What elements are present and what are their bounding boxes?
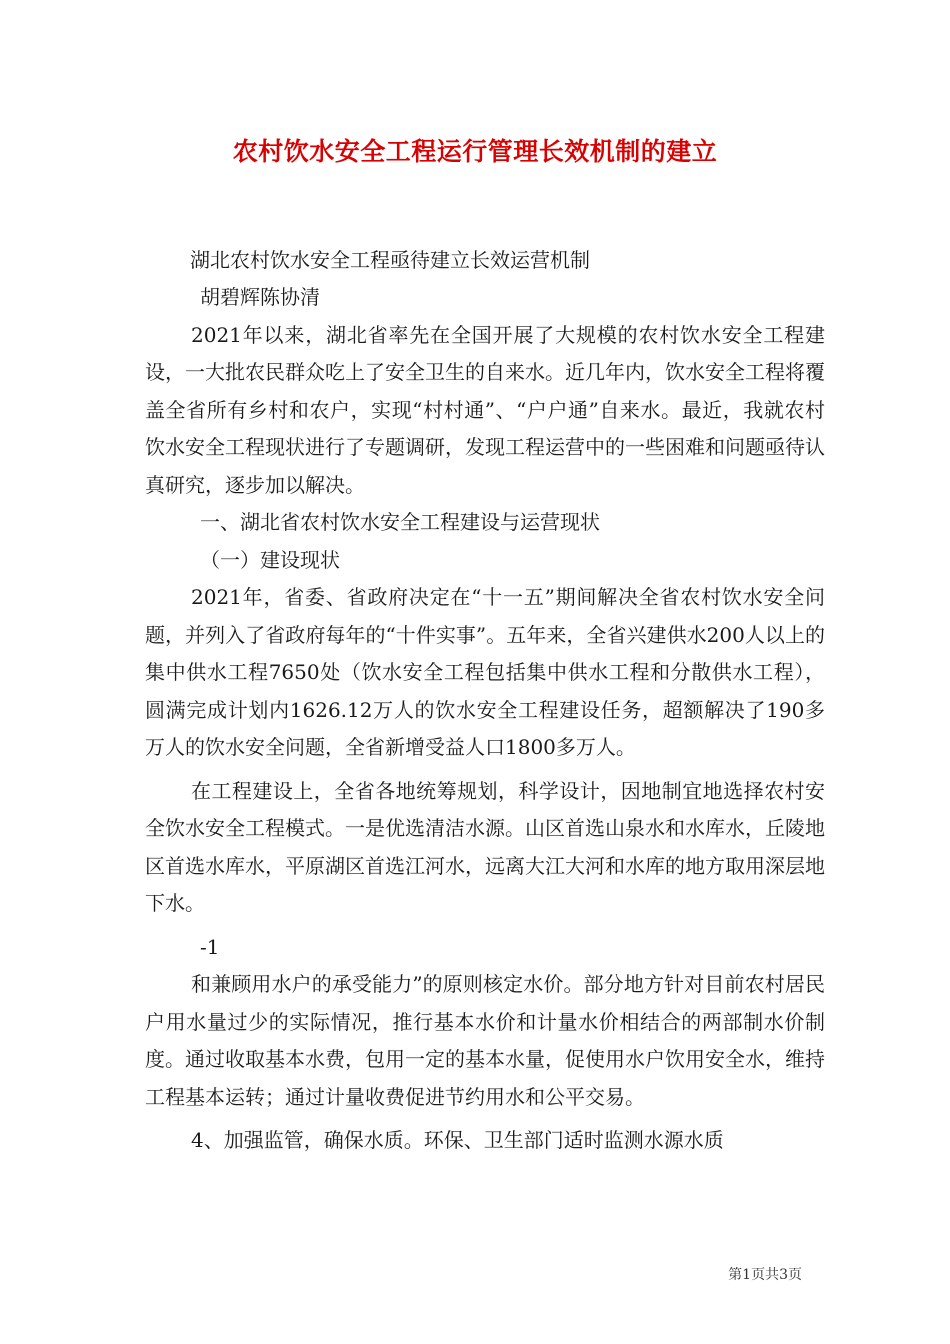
paragraph-intro: 2021年以来，湖北省率先在全国开展了大规模的农村饮水安全工程建设，一大批农民群众吃上了安全卫生的自来水。近几年内，饮水安全工程将覆盖全省所有乡村和农户，实现“村村通”、“户户通”自来水。最近，我就农村饮水安全工程现状进行了专题调研，发现工程运营中的一些困难和问题亟待认真研究，逐步加以解决。 (145, 322, 825, 497)
subsection-heading: （一）建设现状 (200, 547, 340, 572)
article-body (145, 279, 825, 1160)
paragraph-water-price: 和兼顾用水户的承受能力”的原则核定水价。部分地方针对目前农村居民户用水量过少的实际情况，推行基本水价和计量水价相结合的两部制水价制度。通过收取基本水费，包用一定的基本水量，促使用水户饮用安全水，维持工程基本运转；通过计量收费促进节约用水和公平交易。 (145, 972, 825, 1109)
paragraph-construction: 2021年，省委、省政府决定在“十一五”期间解决全省农村饮水安全问题，并列入了省政府每年的“十件实事”。五年来，全省兴建供水200人以上的集中供水工程7650处（饮水安全工程包括集中供水工程和分散供水工程），圆满完成计划内1626.12万人的饮水安全工程建设任务，超额解决了190多万人的饮水安全问题，全省新增受益人口1800多万人。 (145, 585, 825, 759)
authors-line: 胡碧辉陈协清 (200, 285, 320, 309)
page-number: 第1页共3页 (728, 1267, 802, 1283)
section-heading: 一、湖北省农村饮水安全工程建设与运营现状 (200, 510, 600, 534)
paragraph-water-quality: 4、加强监管，确保水质。环保、卫生部门适时监测水源水质 (191, 1128, 724, 1152)
article-subtitle: 湖北农村饮水安全工程亟待建立长效运营机制 (190, 248, 590, 272)
page-marker: -1 (200, 934, 220, 959)
document-title: 农村饮水安全工程运行管理长效机制的建立 (232, 137, 718, 166)
paragraph-water-source: 在工程建设上，全省各地统筹规划，科学设计，因地制宜地选择农村安全饮水安全工程模式。一是优选清洁水源。山区首选山泉水和水库水，丘陵地区首选水库水，平原湖区首选江河水，远离大江大河和水库的地方取用深层地下水。 (145, 778, 825, 915)
article-block (145, 242, 870, 280)
